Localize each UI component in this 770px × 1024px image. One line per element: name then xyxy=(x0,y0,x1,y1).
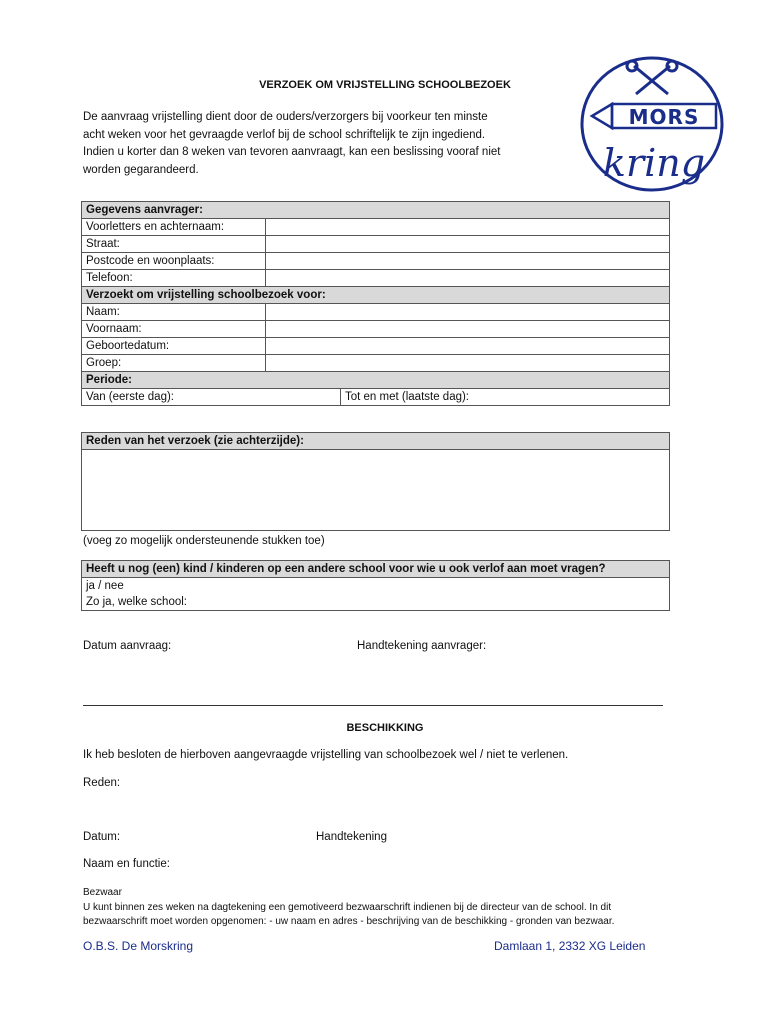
period-from-field[interactable]: Van (eerste dag): xyxy=(82,389,341,406)
intro-line: acht weken voor het gevraagde verlof bij de school schriftelijk te zijn ingediend. xyxy=(83,128,486,141)
first-name-field[interactable] xyxy=(266,321,670,338)
initials-surname-field[interactable] xyxy=(266,219,670,236)
field-label: Postcode en woonplaats: xyxy=(82,253,266,270)
postcode-city-field[interactable] xyxy=(266,253,670,270)
reason-table xyxy=(81,432,670,531)
period-header: Periode: xyxy=(82,372,670,389)
objection-title: Bezwaar xyxy=(83,887,122,898)
footer-address: Damlaan 1, 2332 XG Leiden xyxy=(494,939,646,953)
decision-reason-label: Reden: xyxy=(83,777,121,789)
decision-date-label: Datum: xyxy=(83,831,121,843)
street-field[interactable] xyxy=(266,236,670,253)
which-school-field[interactable]: Zo ja, welke school: xyxy=(82,594,670,611)
birthdate-field[interactable] xyxy=(266,338,670,355)
objection-text xyxy=(83,886,723,930)
group-field[interactable] xyxy=(266,355,670,372)
decision-statement: Ik heb besloten de hierboven aangevraagde vrijstelling van schoolbezoek wel / niet te verlenen. xyxy=(83,749,569,761)
page-title: VERZOEK OM VRIJSTELLING SCHOOLBEZOEK xyxy=(259,79,511,91)
field-label: Voornaam: xyxy=(82,321,266,338)
intro-line: Indien u korter dan 8 weken van tevoren aanvraagt, kan een beslissing vooraf niet xyxy=(83,146,501,158)
intro-text xyxy=(83,109,563,179)
logo-word-top: MORS xyxy=(628,105,700,129)
reason-note: (voeg zo mogelijk ondersteunende stukken toe) xyxy=(83,535,325,547)
field-label: Groep: xyxy=(82,355,266,372)
intro-line: De aanvraag vrijstelling dient door de ouders/verzorgers bij voorkeur ten minste xyxy=(83,111,488,123)
field-label: Telefoon: xyxy=(82,270,266,287)
objection-line: U kunt binnen zes weken na dagtekening een gemotiveerd bezwaarschrift indienen bij de directeur van de school. In dit xyxy=(83,901,612,913)
logo-word-bottom: kring xyxy=(602,141,706,185)
field-label: Voorletters en achternaam: xyxy=(82,219,266,236)
yes-no-option[interactable]: ja / nee xyxy=(82,578,670,595)
field-label: Naam: xyxy=(82,304,266,321)
date-request-label: Datum aanvraag: xyxy=(83,640,172,652)
divider xyxy=(83,705,663,706)
phone-field[interactable] xyxy=(266,270,670,287)
applicant-form-table xyxy=(81,201,670,406)
decision-signature-label: Handtekening xyxy=(316,831,387,843)
other-school-header: Heeft u nog (een) kind / kinderen op een andere school voor wie u ook verlof aan moet vragen? xyxy=(82,561,670,578)
reason-textarea[interactable] xyxy=(82,450,670,531)
name-field[interactable] xyxy=(266,304,670,321)
other-school-table xyxy=(81,560,670,611)
reason-header: Reden van het verzoek (zie achterzijde): xyxy=(82,433,670,450)
period-to-field[interactable]: Tot en met (laatste dag): xyxy=(341,389,670,406)
decision-title: BESCHIKKING xyxy=(346,722,424,734)
field-label: Straat: xyxy=(82,236,266,253)
applicant-header: Gegevens aanvrager: xyxy=(82,202,670,219)
applicant-signature-label: Handtekening aanvrager: xyxy=(357,640,487,652)
child-header: Verzoekt om vrijstelling schoolbezoek voor: xyxy=(82,287,670,304)
objection-line: bezwaarschrift moet worden opgenomen: - uw naam en adres - beschrijving van de beschikking - gronden van bezwaar. xyxy=(83,916,615,927)
footer-school-name: O.B.S. De Morskring xyxy=(83,939,194,953)
field-label: Geboortedatum: xyxy=(82,338,266,355)
intro-line: worden gegarandeerd. xyxy=(83,163,199,176)
school-logo xyxy=(578,54,726,194)
name-function-label: Naam en functie: xyxy=(83,858,170,870)
